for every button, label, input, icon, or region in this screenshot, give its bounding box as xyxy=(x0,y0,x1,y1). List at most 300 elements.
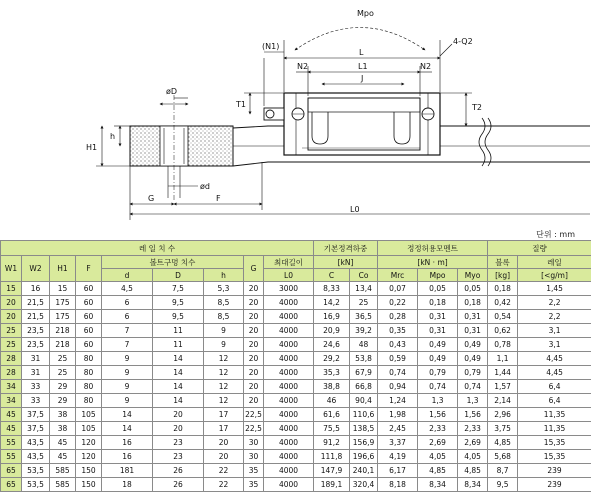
label-l0: L0 xyxy=(350,205,360,214)
table-cell: 26 xyxy=(153,478,204,492)
table-cell: 11 xyxy=(153,338,204,352)
table-cell: 14 xyxy=(102,408,153,422)
table-cell: 6,4 xyxy=(518,380,591,394)
table-cell: 23,5 xyxy=(22,324,50,338)
table-cell: 37,5 xyxy=(22,408,50,422)
table-cell: 1,3 xyxy=(458,394,488,408)
table-cell: 4,05 xyxy=(458,450,488,464)
table-cell: 240,1 xyxy=(350,464,378,478)
table-cell: 29 xyxy=(50,394,76,408)
table-cell: 38 xyxy=(50,408,76,422)
table-cell: 60 xyxy=(76,338,102,352)
table-cell: 37,5 xyxy=(22,422,50,436)
table-cell: 8,18 xyxy=(378,478,418,492)
table-cell: 12 xyxy=(204,380,244,394)
table-cell: 105 xyxy=(76,422,102,436)
table-cell: 156,9 xyxy=(350,436,378,450)
table-cell: 0,78 xyxy=(488,338,518,352)
header-f: F xyxy=(76,256,102,282)
table-cell: 0,79 xyxy=(418,366,458,380)
table-cell: 9 xyxy=(204,324,244,338)
table-cell: 4000 xyxy=(264,408,314,422)
table-cell: 21,5 xyxy=(22,296,50,310)
table-cell: 4,5 xyxy=(102,282,153,296)
table-cell: 14 xyxy=(153,394,204,408)
header-rail: 레일 xyxy=(518,256,591,269)
unit-note: 단위 : mm xyxy=(536,230,575,239)
table-cell: 20 xyxy=(1,296,22,310)
header-w2: W2 xyxy=(22,256,50,282)
table-cell: 6,4 xyxy=(518,394,591,408)
table-cell: 60 xyxy=(76,282,102,296)
table-cell: 2,69 xyxy=(458,436,488,450)
table-cell: 2,2 xyxy=(518,296,591,310)
label-h: h xyxy=(110,132,116,141)
table-cell: 18 xyxy=(102,478,153,492)
table-cell: 4,05 xyxy=(418,450,458,464)
table-cell: 17 xyxy=(204,422,244,436)
table-cell: 9 xyxy=(102,380,153,394)
table-cell: 48 xyxy=(350,338,378,352)
table-cell: 175 xyxy=(50,296,76,310)
table-cell: 67,9 xyxy=(350,366,378,380)
table-cell: 17 xyxy=(204,408,244,422)
table-cell: 4000 xyxy=(264,352,314,366)
table-cell: 4000 xyxy=(264,380,314,394)
table-cell: 5,68 xyxy=(488,450,518,464)
label-4-q2: 4-Q2 xyxy=(453,37,473,46)
table-cell: 2,33 xyxy=(418,422,458,436)
label-h1: H1 xyxy=(86,143,98,152)
table-cell: 585 xyxy=(50,464,76,478)
table-cell: 31 xyxy=(22,366,50,380)
table-cell: 23 xyxy=(153,436,204,450)
table-cell: 15 xyxy=(50,282,76,296)
linear-guide-drawing xyxy=(0,0,591,228)
table-row xyxy=(1,422,591,436)
table-cell: 36,5 xyxy=(350,310,378,324)
table-cell: 0,07 xyxy=(378,282,418,296)
table-cell: 1,57 xyxy=(488,380,518,394)
table-cell: 4,45 xyxy=(518,352,591,366)
table-cell: 55 xyxy=(1,436,22,450)
header-rail-dims: 레 일 치 수 xyxy=(1,241,314,256)
table-cell: 26 xyxy=(153,464,204,478)
table-cell: 80 xyxy=(76,380,102,394)
table-row xyxy=(1,282,591,296)
spec-table-body xyxy=(1,282,591,492)
table-cell: 61,6 xyxy=(314,408,350,422)
table-cell: 6 xyxy=(102,296,153,310)
table-cell: 3,37 xyxy=(378,436,418,450)
table-cell: 9,5 xyxy=(153,310,204,324)
table-cell: 22,5 xyxy=(244,408,264,422)
table-cell: 28 xyxy=(1,352,22,366)
table-cell: 138,5 xyxy=(350,422,378,436)
header-h-small: h xyxy=(204,269,244,282)
table-cell: 0,74 xyxy=(378,366,418,380)
table-cell: 30 xyxy=(244,450,264,464)
table-cell: 9 xyxy=(102,394,153,408)
table-cell: 4000 xyxy=(264,450,314,464)
table-cell: 6,17 xyxy=(378,464,418,478)
label-l1: L1 xyxy=(358,62,368,71)
header-kg: [kg] xyxy=(488,269,518,282)
table-cell: 15,35 xyxy=(518,436,591,450)
table-row xyxy=(1,324,591,338)
table-cell: 0,43 xyxy=(378,338,418,352)
table-cell: 8,34 xyxy=(418,478,458,492)
table-cell: 13,4 xyxy=(350,282,378,296)
table-cell: 0,49 xyxy=(458,338,488,352)
header-kgm: [<g/m] xyxy=(518,269,591,282)
table-cell: 25 xyxy=(350,296,378,310)
table-cell: 45 xyxy=(1,422,22,436)
table-cell: 65 xyxy=(1,478,22,492)
table-cell: 20 xyxy=(244,338,264,352)
table-cell: 8,7 xyxy=(488,464,518,478)
table-row xyxy=(1,352,591,366)
header-d-small: d xyxy=(102,269,153,282)
table-cell: 0,62 xyxy=(488,324,518,338)
table-cell: 15,35 xyxy=(518,450,591,464)
table-cell: 12 xyxy=(204,394,244,408)
table-cell: 1,45 xyxy=(518,282,591,296)
table-cell: 1,1 xyxy=(488,352,518,366)
table-row xyxy=(1,478,591,492)
table-cell: 4,85 xyxy=(458,464,488,478)
label-l: L xyxy=(359,48,364,57)
table-cell: 147,9 xyxy=(314,464,350,478)
table-cell: 2,96 xyxy=(488,408,518,422)
table-cell: 14 xyxy=(153,380,204,394)
table-cell: 12 xyxy=(204,366,244,380)
table-cell: 25 xyxy=(50,366,76,380)
table-cell: 30 xyxy=(244,436,264,450)
label-phi-d-lower: ød xyxy=(200,182,210,191)
table-cell: 7 xyxy=(102,338,153,352)
header-weight: 질량 xyxy=(488,241,591,256)
table-cell: 9 xyxy=(204,338,244,352)
table-cell: 1,98 xyxy=(378,408,418,422)
label-f: F xyxy=(216,194,221,203)
spec-table xyxy=(0,240,591,492)
table-cell: 35 xyxy=(244,464,264,478)
table-cell: 0,05 xyxy=(418,282,458,296)
table-cell: 90,4 xyxy=(350,394,378,408)
table-cell: 4000 xyxy=(264,338,314,352)
table-cell: 1,56 xyxy=(458,408,488,422)
table-cell: 23,5 xyxy=(22,338,50,352)
table-row xyxy=(1,366,591,380)
table-cell: 22,5 xyxy=(244,422,264,436)
table-cell: 8,5 xyxy=(204,296,244,310)
table-cell: 0,28 xyxy=(378,310,418,324)
table-row xyxy=(1,394,591,408)
label-j: J xyxy=(361,74,364,83)
table-cell: 0,05 xyxy=(458,282,488,296)
table-cell: 3,1 xyxy=(518,338,591,352)
table-cell: 0,94 xyxy=(378,380,418,394)
header-max-length: 최대길이 xyxy=(264,256,314,269)
table-cell: 120 xyxy=(76,436,102,450)
table-cell: 4000 xyxy=(264,296,314,310)
table-cell: 0,31 xyxy=(458,324,488,338)
table-cell: 8,33 xyxy=(314,282,350,296)
table-cell: 29 xyxy=(50,380,76,394)
table-cell: 14 xyxy=(102,422,153,436)
table-cell: 0,18 xyxy=(458,296,488,310)
table-cell: 110,6 xyxy=(350,408,378,422)
table-cell: 4000 xyxy=(264,422,314,436)
table-cell: 0,31 xyxy=(458,310,488,324)
header-mrc: Mrc xyxy=(378,269,418,282)
table-cell: 20,9 xyxy=(314,324,350,338)
table-row xyxy=(1,380,591,394)
table-cell: 0,18 xyxy=(488,282,518,296)
table-cell: 20 xyxy=(244,282,264,296)
table-cell: 66,8 xyxy=(350,380,378,394)
table-cell: 239 xyxy=(518,464,591,478)
header-c: C xyxy=(314,269,350,282)
table-cell: 25 xyxy=(50,352,76,366)
table-cell: 0,49 xyxy=(458,352,488,366)
table-cell: 16 xyxy=(102,450,153,464)
header-myo: Myo xyxy=(458,269,488,282)
header-static-moment: 정정허용모멘트 xyxy=(378,241,488,256)
table-cell: 75,5 xyxy=(314,422,350,436)
table-cell: 5,3 xyxy=(204,282,244,296)
table-cell: 24,6 xyxy=(314,338,350,352)
table-cell: 55 xyxy=(1,450,22,464)
table-cell: 218 xyxy=(50,324,76,338)
table-cell: 4000 xyxy=(264,324,314,338)
table-cell: 60 xyxy=(76,310,102,324)
table-cell: 45 xyxy=(50,436,76,450)
table-cell: 0,79 xyxy=(458,366,488,380)
label-n2-right: N2 xyxy=(420,62,432,71)
table-cell: 35,3 xyxy=(314,366,350,380)
table-cell: 33 xyxy=(22,380,50,394)
table-cell: 9,5 xyxy=(153,296,204,310)
table-cell: 39,2 xyxy=(350,324,378,338)
table-cell: 3000 xyxy=(264,282,314,296)
table-cell: 175 xyxy=(50,310,76,324)
table-cell: 0,49 xyxy=(418,338,458,352)
header-co: Co xyxy=(350,269,378,282)
table-cell: 53,5 xyxy=(22,478,50,492)
table-row xyxy=(1,436,591,450)
header-bolt-dims: 볼트구멍 치수 xyxy=(102,256,244,269)
table-row xyxy=(1,450,591,464)
table-cell: 34 xyxy=(1,394,22,408)
table-cell: 0,74 xyxy=(418,380,458,394)
header-h1: H1 xyxy=(50,256,76,282)
table-cell: 16 xyxy=(22,282,50,296)
table-cell: 80 xyxy=(76,352,102,366)
table-cell: 2,69 xyxy=(418,436,458,450)
table-cell: 0,35 xyxy=(378,324,418,338)
header-block: 블록 xyxy=(488,256,518,269)
table-cell: 20 xyxy=(204,436,244,450)
table-cell: 0,31 xyxy=(418,324,458,338)
table-cell: 12 xyxy=(204,352,244,366)
table-cell: 22 xyxy=(204,478,244,492)
table-cell: 20 xyxy=(244,352,264,366)
table-cell: 1,44 xyxy=(488,366,518,380)
table-cell: 20 xyxy=(244,366,264,380)
table-cell: 4000 xyxy=(264,464,314,478)
table-cell: 0,18 xyxy=(418,296,458,310)
label-t1: T1 xyxy=(236,100,246,109)
table-cell: 34 xyxy=(1,380,22,394)
table-cell: 20 xyxy=(153,422,204,436)
table-cell: 33 xyxy=(22,394,50,408)
table-cell: 31 xyxy=(22,352,50,366)
table-row xyxy=(1,464,591,478)
table-cell: 22 xyxy=(204,464,244,478)
table-cell: 196,6 xyxy=(350,450,378,464)
table-row xyxy=(1,310,591,324)
table-cell: 0,42 xyxy=(488,296,518,310)
table-cell: 14 xyxy=(153,366,204,380)
table-cell: 6 xyxy=(102,310,153,324)
table-cell: 20 xyxy=(244,324,264,338)
table-cell: 45 xyxy=(50,450,76,464)
table-cell: 28 xyxy=(1,366,22,380)
table-cell: 15 xyxy=(1,282,22,296)
table-row xyxy=(1,296,591,310)
table-cell: 53,8 xyxy=(350,352,378,366)
table-cell: 80 xyxy=(76,366,102,380)
table-cell: 35 xyxy=(244,478,264,492)
table-cell: 20 xyxy=(244,394,264,408)
label-g: G xyxy=(148,194,155,203)
header-basic-load: 기본정격하중 xyxy=(314,241,378,256)
table-cell: 4,85 xyxy=(488,436,518,450)
table-cell: 20 xyxy=(153,408,204,422)
table-cell: 43,5 xyxy=(22,436,50,450)
table-cell: 8,34 xyxy=(458,478,488,492)
table-cell: 4000 xyxy=(264,310,314,324)
table-cell: 9 xyxy=(102,352,153,366)
label-n2-left: N2 xyxy=(297,62,309,71)
table-cell: 11,35 xyxy=(518,422,591,436)
table-cell: 0,74 xyxy=(458,380,488,394)
table-cell: 1,3 xyxy=(418,394,458,408)
table-cell: 53,5 xyxy=(22,464,50,478)
table-cell: 7 xyxy=(102,324,153,338)
table-row xyxy=(1,408,591,422)
header-w1: W1 xyxy=(1,256,22,282)
table-cell: 181 xyxy=(102,464,153,478)
table-cell: 20 xyxy=(1,310,22,324)
table-cell: 25 xyxy=(1,324,22,338)
table-cell: 218 xyxy=(50,338,76,352)
table-cell: 3,75 xyxy=(488,422,518,436)
table-cell: 80 xyxy=(76,394,102,408)
table-cell: 60 xyxy=(76,324,102,338)
table-cell: 45 xyxy=(1,408,22,422)
label-phi-d-upper: øD xyxy=(166,87,178,96)
table-cell: 1,56 xyxy=(418,408,458,422)
table-cell: 60 xyxy=(76,296,102,310)
carriage-block xyxy=(264,93,440,155)
table-cell: 320,4 xyxy=(350,478,378,492)
header-d-big: D xyxy=(153,269,204,282)
header-g: G xyxy=(244,256,264,282)
table-cell: 585 xyxy=(50,478,76,492)
rail-cross-section xyxy=(130,95,233,200)
table-cell: 150 xyxy=(76,478,102,492)
table-cell: 4000 xyxy=(264,478,314,492)
table-cell: 9 xyxy=(102,366,153,380)
label-mpo: Mpo xyxy=(357,9,374,18)
table-cell: 23 xyxy=(153,450,204,464)
table-cell: 43,5 xyxy=(22,450,50,464)
table-cell: 105 xyxy=(76,408,102,422)
table-cell: 14 xyxy=(153,352,204,366)
header-l0: L0 xyxy=(264,269,314,282)
table-cell: 111,8 xyxy=(314,450,350,464)
table-cell: 16,9 xyxy=(314,310,350,324)
table-cell: 120 xyxy=(76,450,102,464)
table-cell: 38,8 xyxy=(314,380,350,394)
table-cell: 4000 xyxy=(264,394,314,408)
table-cell: 20 xyxy=(244,310,264,324)
table-cell: 14,2 xyxy=(314,296,350,310)
table-cell: 239 xyxy=(518,478,591,492)
table-cell: 1,24 xyxy=(378,394,418,408)
table-cell: 0,54 xyxy=(488,310,518,324)
table-cell: 29,2 xyxy=(314,352,350,366)
table-cell: 11,35 xyxy=(518,408,591,422)
table-row xyxy=(1,338,591,352)
table-cell: 20 xyxy=(204,450,244,464)
table-cell: 189,1 xyxy=(314,478,350,492)
table-cell: 65 xyxy=(1,464,22,478)
table-cell: 150 xyxy=(76,464,102,478)
table-cell: 4,85 xyxy=(418,464,458,478)
header-mpo: Mpo xyxy=(418,269,458,282)
table-cell: 20 xyxy=(244,380,264,394)
table-cell: 4000 xyxy=(264,366,314,380)
table-cell: 9,5 xyxy=(488,478,518,492)
table-cell: 25 xyxy=(1,338,22,352)
table-cell: 4,45 xyxy=(518,366,591,380)
header-knm: [kN · m] xyxy=(378,256,488,269)
table-cell: 4,19 xyxy=(378,450,418,464)
table-cell: 7,5 xyxy=(153,282,204,296)
table-cell: 0,22 xyxy=(378,296,418,310)
table-cell: 91,2 xyxy=(314,436,350,450)
table-cell: 8,5 xyxy=(204,310,244,324)
table-cell: 3,1 xyxy=(518,324,591,338)
table-cell: 38 xyxy=(50,422,76,436)
table-cell: 2,14 xyxy=(488,394,518,408)
label-n1: (N1) xyxy=(262,42,280,51)
table-cell: 2,45 xyxy=(378,422,418,436)
header-kn: [kN] xyxy=(314,256,378,269)
table-cell: 4000 xyxy=(264,436,314,450)
label-t2: T2 xyxy=(472,103,482,112)
table-cell: 2,33 xyxy=(458,422,488,436)
table-cell: 46 xyxy=(314,394,350,408)
table-cell: 16 xyxy=(102,436,153,450)
table-cell: 2,2 xyxy=(518,310,591,324)
table-cell: 0,31 xyxy=(418,310,458,324)
table-cell: 21,5 xyxy=(22,310,50,324)
